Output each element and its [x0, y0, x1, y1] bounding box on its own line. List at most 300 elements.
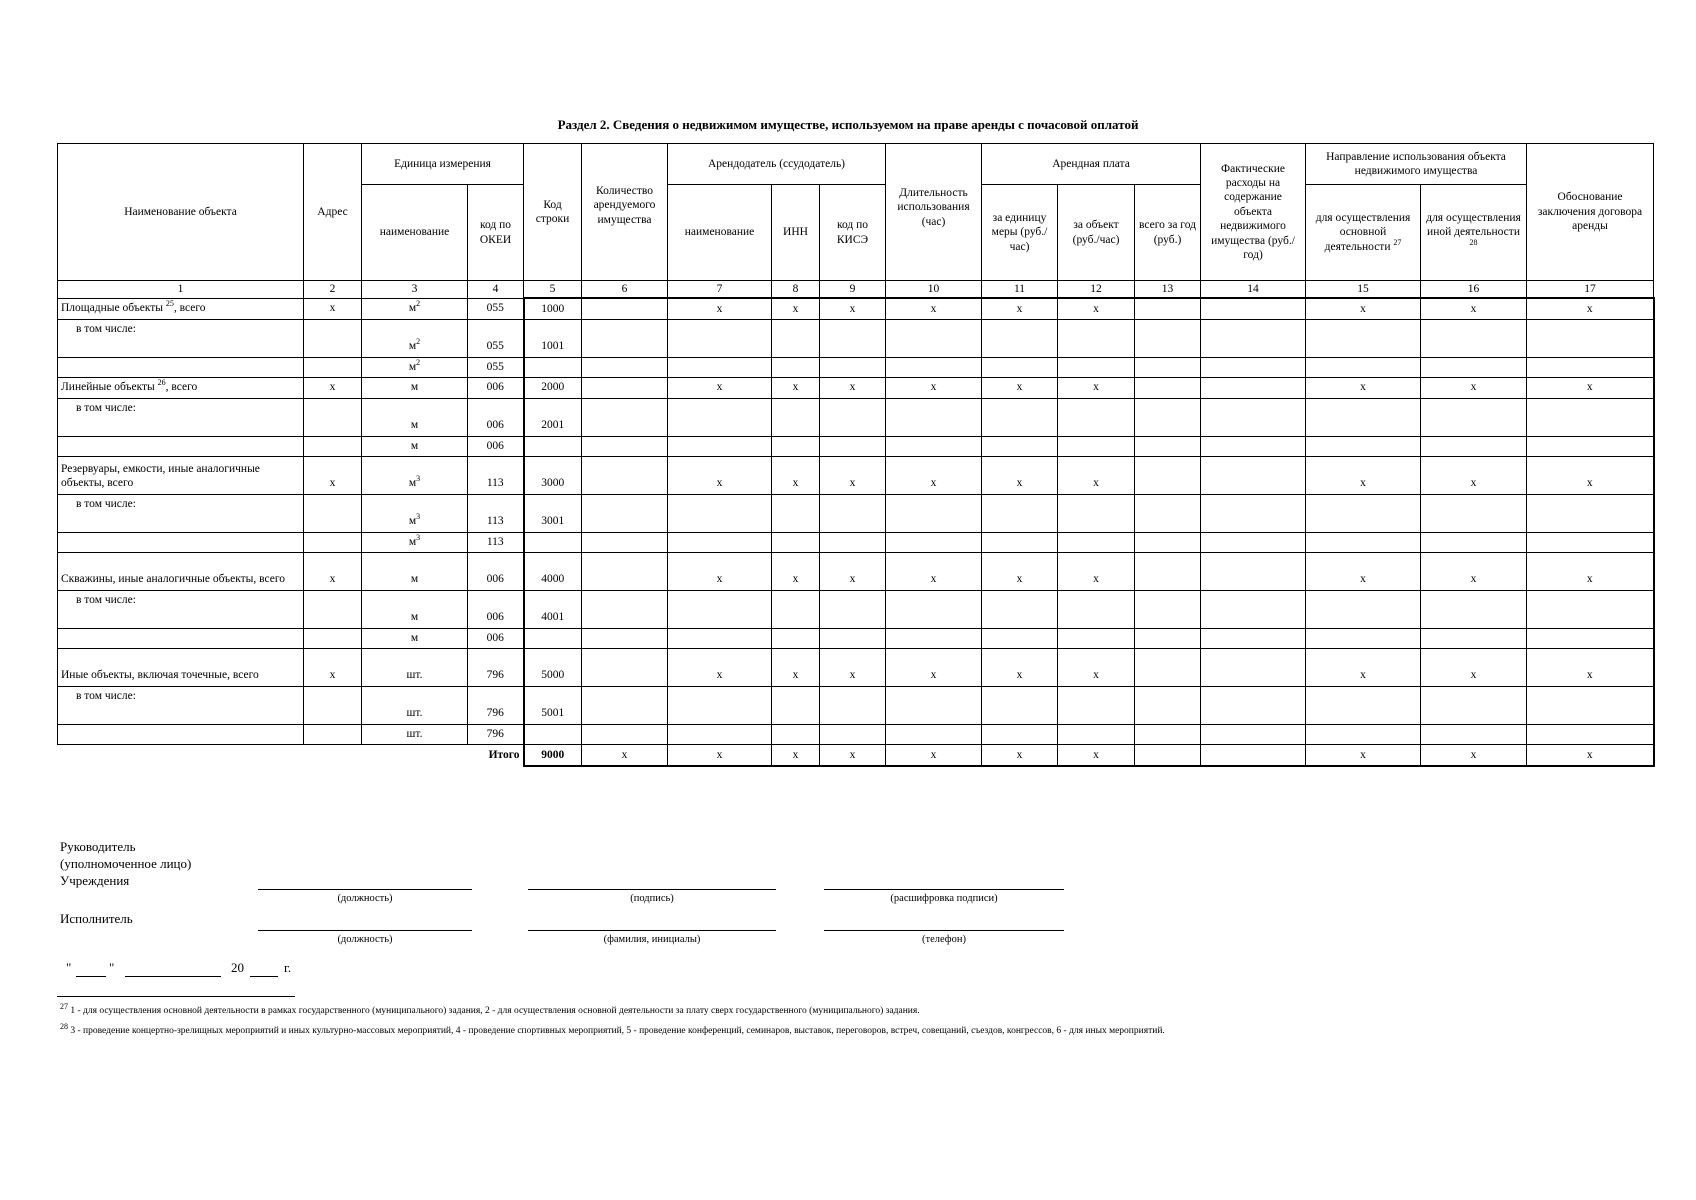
input-cell[interactable]	[304, 532, 362, 552]
input-cell[interactable]	[1306, 494, 1421, 532]
input-cell[interactable]	[1058, 436, 1135, 456]
input-cell[interactable]	[1527, 686, 1654, 724]
input-cell[interactable]	[1306, 590, 1421, 628]
x-mark: х	[1527, 552, 1654, 590]
x-mark: х	[820, 552, 886, 590]
input-cell[interactable]	[820, 724, 886, 744]
line-code: 4001	[524, 590, 582, 628]
x-mark: х	[1306, 552, 1421, 590]
object-name: Площадные объекты $^{25}$, всего	[58, 298, 304, 319]
input-cell[interactable]	[1201, 377, 1306, 398]
input-cell[interactable]	[582, 357, 668, 377]
header-name: Наименование объекта	[58, 144, 304, 281]
header-direction-group: Направление использования объекта недвижимого имущества	[1306, 144, 1527, 185]
input-cell[interactable]	[982, 398, 1058, 436]
object-name: Резервуары, емкости, иные аналогичные объекты, всего	[58, 456, 304, 494]
okei-code: 055	[468, 319, 524, 357]
input-cell[interactable]	[668, 319, 772, 357]
x-mark: х	[772, 552, 820, 590]
input-cell[interactable]	[582, 436, 668, 456]
input-cell[interactable]	[524, 532, 582, 552]
input-cell[interactable]	[982, 319, 1058, 357]
input-cell[interactable]	[886, 590, 982, 628]
x-mark: х	[820, 648, 886, 686]
x-mark: х	[668, 744, 772, 766]
input-cell[interactable]	[1527, 628, 1654, 648]
input-cell[interactable]	[582, 552, 668, 590]
including-label: в том числе:	[58, 398, 304, 436]
unit-name: шт.	[362, 686, 468, 724]
unit-name: шт.	[362, 648, 468, 686]
input-cell[interactable]	[1201, 456, 1306, 494]
input-cell[interactable]	[1058, 590, 1135, 628]
x-mark: х	[1306, 377, 1421, 398]
input-cell[interactable]	[1306, 686, 1421, 724]
column-number: 16	[1421, 281, 1527, 299]
input-cell[interactable]	[982, 590, 1058, 628]
input-cell[interactable]	[582, 532, 668, 552]
input-cell[interactable]	[1306, 628, 1421, 648]
header-unit-group: Единица измерения	[362, 144, 524, 185]
x-mark: х	[886, 648, 982, 686]
column-number: 2	[304, 281, 362, 299]
column-number: 13	[1135, 281, 1201, 299]
table-row	[58, 357, 1654, 377]
input-cell[interactable]	[1135, 456, 1201, 494]
input-cell[interactable]	[820, 494, 886, 532]
table-row	[58, 377, 1654, 398]
date-quote-close: "	[109, 960, 115, 975]
input-cell[interactable]	[772, 724, 820, 744]
unit-name: м	[362, 377, 468, 398]
x-mark: х	[1527, 648, 1654, 686]
input-cell[interactable]	[1306, 724, 1421, 744]
input-cell[interactable]	[772, 436, 820, 456]
input-cell[interactable]	[1135, 628, 1201, 648]
input-cell[interactable]	[1201, 724, 1306, 744]
input-cell[interactable]	[582, 494, 668, 532]
input-cell[interactable]	[772, 494, 820, 532]
unit-name: $м^2$	[362, 319, 468, 357]
head-decode-line[interactable]	[824, 889, 1064, 890]
x-mark: х	[1421, 456, 1527, 494]
column-number: 1	[58, 281, 304, 299]
table-row	[58, 436, 1654, 456]
input-cell[interactable]	[1527, 724, 1654, 744]
table-row	[58, 398, 1654, 436]
input-cell[interactable]	[304, 628, 362, 648]
input-cell[interactable]	[582, 398, 668, 436]
x-mark: х	[1058, 648, 1135, 686]
header-lessor-name: наименование	[668, 185, 772, 281]
input-cell[interactable]	[304, 724, 362, 744]
input-cell[interactable]	[1201, 744, 1306, 766]
x-mark: х	[1058, 552, 1135, 590]
table-row	[58, 494, 1654, 532]
property-table	[57, 143, 1655, 767]
column-number: 6	[582, 281, 668, 299]
input-cell[interactable]	[304, 319, 362, 357]
okei-code: 796	[468, 724, 524, 744]
input-cell[interactable]	[582, 298, 668, 319]
line-code: 3001	[524, 494, 582, 532]
x-mark: х	[1306, 648, 1421, 686]
okei-code: 006	[468, 628, 524, 648]
input-cell[interactable]	[304, 357, 362, 377]
header-duration: Длительность использования (час)	[886, 144, 982, 281]
x-mark: х	[1527, 298, 1654, 319]
input-cell[interactable]	[58, 628, 304, 648]
input-cell[interactable]	[982, 357, 1058, 377]
object-name: Иные объекты, включая точечные, всего	[58, 648, 304, 686]
x-mark: х	[982, 377, 1058, 398]
input-cell[interactable]	[524, 436, 582, 456]
input-cell[interactable]	[772, 532, 820, 552]
input-cell[interactable]	[886, 319, 982, 357]
input-cell[interactable]	[886, 628, 982, 648]
input-cell[interactable]	[304, 590, 362, 628]
input-cell[interactable]	[668, 532, 772, 552]
input-cell[interactable]	[304, 436, 362, 456]
table-row	[58, 552, 1654, 590]
okei-code: 796	[468, 686, 524, 724]
input-cell[interactable]	[1058, 628, 1135, 648]
input-cell[interactable]	[58, 357, 304, 377]
input-cell[interactable]	[772, 686, 820, 724]
input-cell[interactable]	[772, 628, 820, 648]
line-code: 4000	[524, 552, 582, 590]
okei-code: 113	[468, 494, 524, 532]
input-cell[interactable]	[1135, 298, 1201, 319]
input-cell[interactable]	[582, 456, 668, 494]
input-cell[interactable]	[1135, 436, 1201, 456]
input-cell[interactable]	[668, 436, 772, 456]
input-cell[interactable]	[982, 436, 1058, 456]
x-mark: х	[668, 298, 772, 319]
x-mark: х	[1421, 744, 1527, 766]
okei-code: 006	[468, 552, 524, 590]
exec-name-caption: (фамилия, инициалы)	[603, 934, 701, 945]
input-cell[interactable]	[582, 648, 668, 686]
input-cell[interactable]	[582, 686, 668, 724]
head-label: Руководитель (уполномоченное лицо) Учреждения	[60, 839, 192, 888]
input-cell[interactable]	[1306, 398, 1421, 436]
exec-position-caption: (должность)	[337, 934, 393, 945]
column-numbers-row	[58, 281, 1654, 299]
input-cell[interactable]	[1421, 628, 1527, 648]
date-day-field[interactable]	[76, 976, 106, 977]
table-row	[58, 724, 1654, 744]
input-cell[interactable]	[886, 686, 982, 724]
header-address: Адрес	[304, 144, 362, 281]
input-cell[interactable]	[524, 724, 582, 744]
column-number: 15	[1306, 281, 1421, 299]
input-cell[interactable]	[1135, 532, 1201, 552]
head-signature-line[interactable]	[528, 889, 776, 890]
column-number: 9	[820, 281, 886, 299]
input-cell[interactable]	[886, 724, 982, 744]
input-cell[interactable]	[1058, 319, 1135, 357]
header-lessor-group: Арендодатель (ссудодатель)	[668, 144, 886, 185]
input-cell[interactable]	[772, 590, 820, 628]
column-number: 12	[1058, 281, 1135, 299]
input-cell[interactable]	[1201, 552, 1306, 590]
input-cell[interactable]	[1421, 494, 1527, 532]
column-number: 10	[886, 281, 982, 299]
input-cell[interactable]	[1201, 398, 1306, 436]
unit-name: $м^2$	[362, 357, 468, 377]
object-name: Линейные объекты $^{26}$, всего	[58, 377, 304, 398]
x-mark: х	[772, 744, 820, 766]
input-cell[interactable]	[1135, 724, 1201, 744]
table-row	[58, 298, 1654, 319]
input-cell[interactable]	[1201, 436, 1306, 456]
x-mark: х	[1058, 298, 1135, 319]
input-cell[interactable]	[1058, 398, 1135, 436]
x-mark: х	[886, 456, 982, 494]
input-cell[interactable]	[1201, 298, 1306, 319]
input-cell[interactable]	[582, 724, 668, 744]
header-lessor-kise: код по КИСЭ	[820, 185, 886, 281]
unit-name: м	[362, 590, 468, 628]
input-cell[interactable]	[1421, 724, 1527, 744]
input-cell[interactable]	[982, 686, 1058, 724]
head-position-line[interactable]	[258, 889, 472, 890]
x-mark: х	[1306, 744, 1421, 766]
head-signature-caption: (подпись)	[630, 893, 674, 904]
input-cell[interactable]	[524, 357, 582, 377]
head-decode-caption: (расшифровка подписи)	[890, 893, 998, 904]
input-cell[interactable]	[668, 590, 772, 628]
input-cell[interactable]	[524, 628, 582, 648]
input-cell[interactable]	[1306, 319, 1421, 357]
x-mark: х	[886, 298, 982, 319]
input-cell[interactable]	[1201, 648, 1306, 686]
input-cell[interactable]	[1058, 357, 1135, 377]
input-cell[interactable]	[982, 724, 1058, 744]
input-cell[interactable]	[1058, 724, 1135, 744]
x-mark: х	[582, 744, 668, 766]
date-year-prefix: 20	[231, 960, 244, 975]
x-mark: х	[886, 552, 982, 590]
input-cell[interactable]	[1201, 494, 1306, 532]
input-cell[interactable]	[668, 398, 772, 436]
input-cell[interactable]	[1135, 494, 1201, 532]
input-cell[interactable]	[886, 436, 982, 456]
x-mark: х	[1306, 456, 1421, 494]
input-cell[interactable]	[772, 398, 820, 436]
section-title: Раздел 2. Сведения о недвижимом имуществе, используемом на праве аренды с почасовой оплатой	[557, 117, 1139, 132]
unit-name: $м^3$	[362, 532, 468, 552]
input-cell[interactable]	[1135, 357, 1201, 377]
okei-code: 006	[468, 377, 524, 398]
input-cell[interactable]	[582, 319, 668, 357]
unit-name: м	[362, 628, 468, 648]
column-number: 17	[1527, 281, 1654, 299]
column-number: 8	[772, 281, 820, 299]
input-cell[interactable]	[582, 590, 668, 628]
input-cell[interactable]	[820, 532, 886, 552]
input-cell[interactable]	[886, 398, 982, 436]
header-rent-unit: за единицу меры (руб./час)	[982, 185, 1058, 281]
date-month-field[interactable]	[125, 976, 221, 977]
okei-code: 055	[468, 298, 524, 319]
table-row	[58, 648, 1654, 686]
input-cell[interactable]	[1421, 436, 1527, 456]
input-cell[interactable]	[1135, 398, 1201, 436]
input-cell[interactable]	[1058, 494, 1135, 532]
input-cell[interactable]	[1135, 377, 1201, 398]
input-cell[interactable]	[1201, 532, 1306, 552]
input-cell[interactable]	[668, 357, 772, 377]
footnote-27: $^{27}$ 1 - для осуществления основной деятельности в рамках государственного (муниципального) задания, 2 - для осуществления основной деятельности за плату сверх государственного (муниципального) задания.	[60, 1001, 920, 1016]
input-cell[interactable]	[58, 532, 304, 552]
input-cell[interactable]	[1421, 532, 1527, 552]
input-cell[interactable]	[1527, 357, 1654, 377]
column-number: 14	[1201, 281, 1306, 299]
input-cell[interactable]	[982, 532, 1058, 552]
unit-name: $м^2$	[362, 298, 468, 319]
input-cell[interactable]	[1135, 552, 1201, 590]
input-cell[interactable]	[582, 628, 668, 648]
input-cell[interactable]	[820, 436, 886, 456]
input-cell[interactable]	[1201, 319, 1306, 357]
x-mark: х	[772, 377, 820, 398]
unit-name: м	[362, 436, 468, 456]
x-mark: х	[668, 648, 772, 686]
input-cell[interactable]	[304, 686, 362, 724]
input-cell[interactable]	[1527, 590, 1654, 628]
line-code: 5001	[524, 686, 582, 724]
including-label: в том числе:	[58, 686, 304, 724]
input-cell[interactable]	[1421, 398, 1527, 436]
x-mark: х	[1421, 377, 1527, 398]
exec-name-line[interactable]	[528, 930, 776, 931]
column-number: 7	[668, 281, 772, 299]
input-cell[interactable]	[772, 357, 820, 377]
input-cell[interactable]	[1135, 319, 1201, 357]
line-code: 5000	[524, 648, 582, 686]
input-cell[interactable]	[1201, 686, 1306, 724]
x-mark: х	[1527, 456, 1654, 494]
input-cell[interactable]	[820, 319, 886, 357]
x-mark: х	[772, 298, 820, 319]
input-cell[interactable]	[1527, 319, 1654, 357]
input-cell[interactable]	[820, 628, 886, 648]
footnote-rule	[57, 996, 295, 997]
x-mark: х	[668, 377, 772, 398]
input-cell[interactable]	[668, 724, 772, 744]
x-mark: х	[982, 744, 1058, 766]
input-cell[interactable]	[1135, 744, 1201, 766]
input-cell[interactable]	[668, 628, 772, 648]
input-cell[interactable]	[304, 494, 362, 532]
input-cell[interactable]	[58, 436, 304, 456]
header-rent-object: за объект (руб./час)	[1058, 185, 1135, 281]
input-cell[interactable]	[982, 628, 1058, 648]
header-rent-year: всего за год (руб.)	[1135, 185, 1201, 281]
header-dir-other: для осуществления иной деятельности $^{28}$	[1421, 185, 1527, 281]
input-cell[interactable]	[1135, 590, 1201, 628]
okei-code: 113	[468, 532, 524, 552]
input-cell[interactable]	[668, 686, 772, 724]
x-mark: х	[1527, 744, 1654, 766]
input-cell[interactable]	[886, 494, 982, 532]
input-cell[interactable]	[1527, 494, 1654, 532]
input-cell[interactable]	[886, 532, 982, 552]
exec-position-line[interactable]	[258, 930, 472, 931]
including-label: в том числе:	[58, 494, 304, 532]
x-mark: х	[982, 648, 1058, 686]
header-lessor-inn: ИНН	[772, 185, 820, 281]
input-cell[interactable]	[58, 724, 304, 744]
including-label: в том числе:	[58, 590, 304, 628]
table-row	[58, 319, 1654, 357]
input-cell[interactable]	[1527, 398, 1654, 436]
total-row	[58, 744, 1654, 766]
table-row	[58, 590, 1654, 628]
input-cell[interactable]	[1421, 319, 1527, 357]
input-cell[interactable]	[1527, 532, 1654, 552]
table-row	[58, 456, 1654, 494]
unit-name: м	[362, 552, 468, 590]
exec-phone-caption: (телефон)	[922, 934, 966, 945]
input-cell[interactable]	[1306, 532, 1421, 552]
table-row	[58, 628, 1654, 648]
input-cell[interactable]	[1058, 532, 1135, 552]
input-cell[interactable]	[1135, 648, 1201, 686]
input-cell[interactable]	[1201, 590, 1306, 628]
input-cell[interactable]	[1421, 357, 1527, 377]
input-cell[interactable]	[1306, 357, 1421, 377]
input-cell[interactable]	[820, 398, 886, 436]
input-cell[interactable]	[1058, 686, 1135, 724]
input-cell[interactable]	[1527, 436, 1654, 456]
input-cell[interactable]	[582, 377, 668, 398]
input-cell[interactable]	[886, 357, 982, 377]
input-cell[interactable]	[772, 319, 820, 357]
input-cell[interactable]	[820, 686, 886, 724]
x-mark: х	[304, 377, 362, 398]
x-mark: х	[304, 648, 362, 686]
x-mark: х	[1421, 298, 1527, 319]
okei-code: 006	[468, 590, 524, 628]
input-cell[interactable]	[668, 494, 772, 532]
input-cell[interactable]	[982, 494, 1058, 532]
x-mark: х	[304, 456, 362, 494]
line-code: 2001	[524, 398, 582, 436]
input-cell[interactable]	[1201, 357, 1306, 377]
x-mark: х	[1421, 648, 1527, 686]
input-cell[interactable]	[304, 398, 362, 436]
x-mark: х	[982, 298, 1058, 319]
x-mark: х	[982, 456, 1058, 494]
input-cell[interactable]	[1306, 436, 1421, 456]
input-cell[interactable]	[820, 357, 886, 377]
input-cell[interactable]	[1421, 686, 1527, 724]
input-cell[interactable]	[1421, 590, 1527, 628]
date-year-field[interactable]	[250, 976, 278, 977]
date-line: "	[66, 960, 72, 975]
header-dir-main: для осуществления основной деятельности $^{27}$	[1306, 185, 1421, 281]
input-cell[interactable]	[1135, 686, 1201, 724]
exec-phone-line[interactable]	[824, 930, 1064, 931]
x-mark: х	[886, 377, 982, 398]
header-qty: Количество арендуемого имущества	[582, 144, 668, 281]
line-code: 1001	[524, 319, 582, 357]
input-cell[interactable]	[820, 590, 886, 628]
input-cell[interactable]	[1201, 628, 1306, 648]
